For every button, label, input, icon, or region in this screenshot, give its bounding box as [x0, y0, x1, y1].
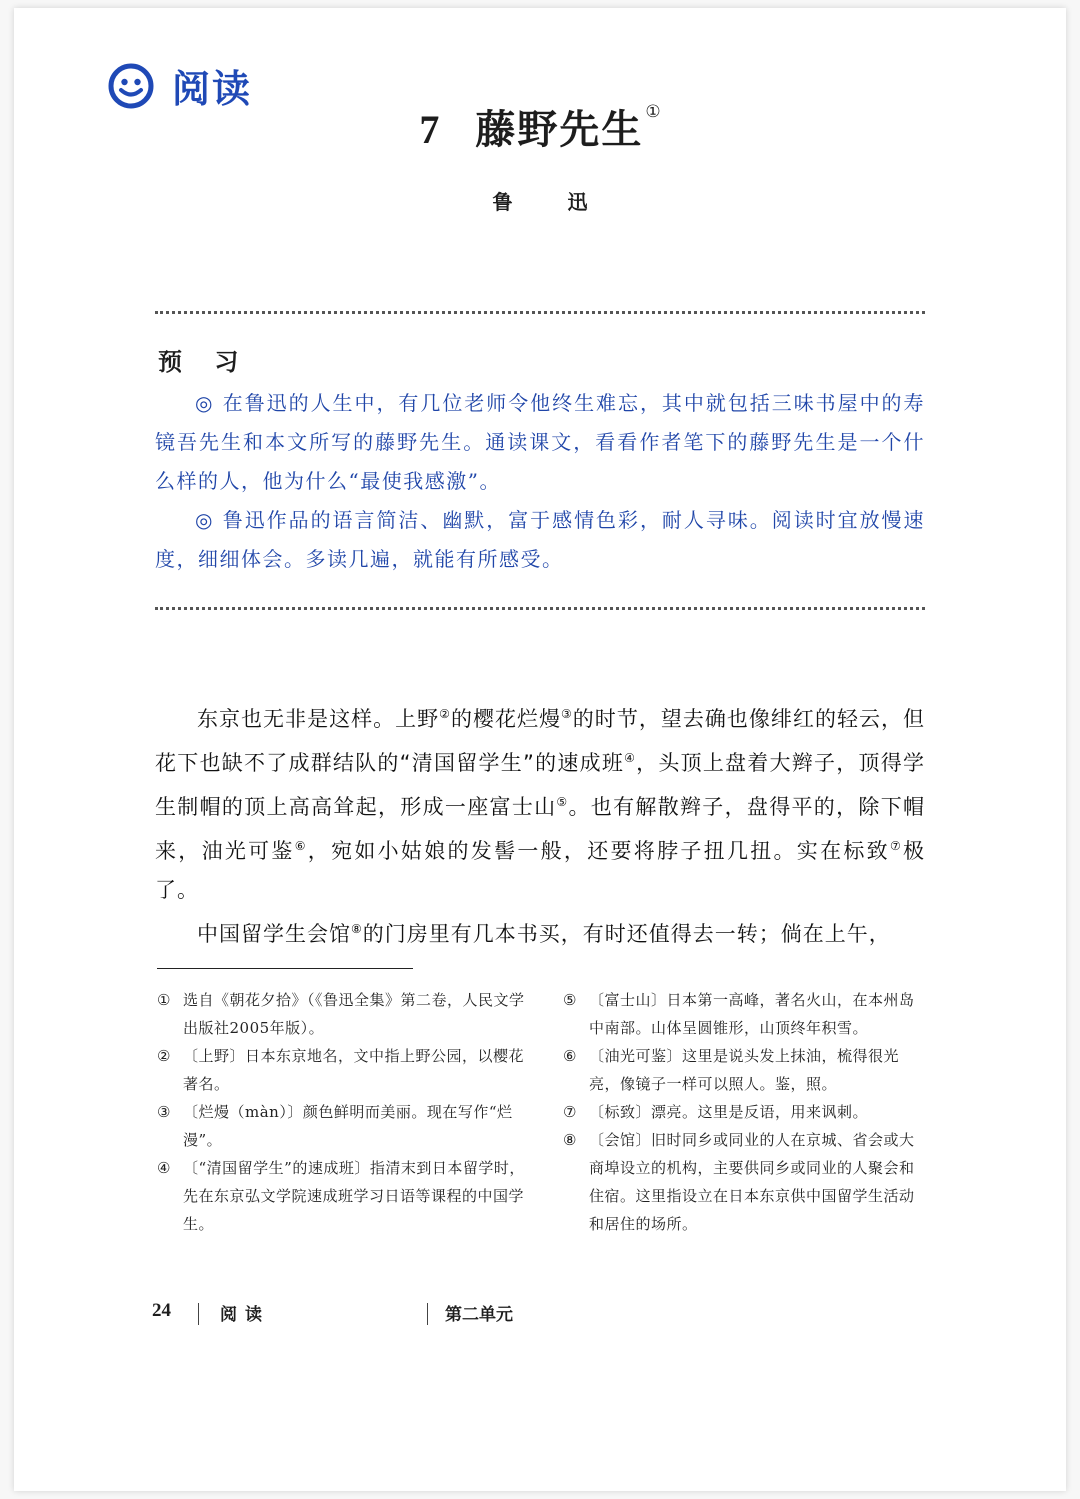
footnote-text: 〔富士山〕日本第一高峰，著名火山，在本州岛中南部。山体呈圆锥形，山顶终年积雪。: [589, 991, 915, 1037]
preview-paragraph: ◎ 鲁迅作品的语言简洁、幽默，富于感情色彩，耐人寻味。阅读时宜放慢速度，细细体会。多读几遍，就能有所感受。: [155, 508, 925, 571]
footnote-text: 〔“清国留学生”的速成班〕指清末到日本留学时，先在东京弘文学院速成班学习日语等课程的中国学生。: [183, 1159, 525, 1233]
folio-section-label: 阅读: [220, 1305, 270, 1325]
footnote: [157, 1154, 527, 1238]
footnote: [157, 986, 527, 1042]
text-run: 东京也无非是这样。上野: [197, 707, 440, 731]
body-paragraph: [155, 695, 925, 910]
folio-separator: [198, 1303, 199, 1325]
footnote: [157, 1098, 527, 1154]
footnote: [563, 986, 928, 1042]
footnote-number: ③: [157, 1103, 171, 1121]
footnote-number: ⑥: [563, 1047, 577, 1065]
folio-unit-label: 第二单元: [445, 1305, 513, 1325]
footnote-number: ⑤: [563, 991, 577, 1009]
author-name: 鲁 迅: [492, 190, 612, 214]
main-text: [155, 695, 925, 954]
page-number: 24: [152, 1300, 171, 1321]
footnote-number: ①: [157, 991, 171, 1009]
title-footnote-marker: ①: [645, 102, 661, 122]
folio-separator: [427, 1303, 428, 1325]
footnote-text: 〔油光可鉴〕这里是说头发上抹油，梳得很光亮，像镜子一样可以照人。鉴，照。: [589, 1047, 900, 1093]
footnote-ref: ⑧: [351, 922, 363, 936]
text-run: 。也有解散辫子，盘得平的，除下帽来，油光可鉴: [155, 795, 925, 863]
footnote-text: 〔会馆〕旧时同乡或同业的人在京城、省会或大商埠设立的机构，主要供同乡或同业的人聚会和住宿。这里指设立在日本东京供中国留学生活动和居住的场所。: [589, 1131, 915, 1233]
footnote: [563, 1098, 928, 1126]
text-run: ，头顶上盘着大辫子，顶得学生制帽的顶上高高耸起，形成一座富士山: [155, 751, 925, 819]
lesson-title-text: 藤野先生: [475, 107, 644, 153]
footnote-text: 〔标致〕漂亮。这里是反语，用来讽刺。: [589, 1103, 869, 1121]
text-run: 极了。: [155, 839, 925, 902]
preview-box: [155, 384, 925, 579]
footnote-text: 〔上野〕日本东京地名，文中指上野公园，以樱花著名。: [183, 1047, 525, 1093]
footnote-ref: ⑥: [294, 839, 308, 853]
text-run: 的时节，望去确也像绯红的轻云，但花下也缺不了成群结队的“清国留学生”的速成班: [155, 707, 926, 775]
footnote-number: ⑧: [563, 1131, 577, 1149]
section-label: 阅读: [172, 67, 253, 111]
footnote-rule: [157, 968, 413, 969]
preview-heading: 预 习: [158, 347, 251, 376]
footnote-ref: ⑤: [556, 795, 569, 809]
text-run: 中国留学生会馆: [197, 922, 351, 946]
footnote-text: 选自《朝花夕拾》（《鲁迅全集》第二卷，人民文学出版社2005年版）。: [183, 991, 525, 1037]
footnote-ref: ②: [439, 707, 451, 721]
footnotes-left-column: [157, 986, 527, 1238]
footnote: [563, 1126, 928, 1238]
text-run: 的门房里有几本书买，有时还值得去一转；倘在上午，: [362, 922, 891, 946]
footnote-ref: ③: [561, 707, 573, 721]
footnote-ref: ⑦: [889, 839, 903, 853]
dotted-divider-top: [155, 311, 925, 314]
body-paragraph: [155, 910, 925, 954]
footnote-number: ④: [157, 1159, 171, 1177]
lesson-number: 7: [419, 107, 440, 152]
text-run: 的樱花烂熳: [450, 707, 562, 731]
dotted-divider-bottom: [155, 607, 925, 610]
footnote-ref: ④: [624, 751, 637, 765]
footnote-text: 〔烂熳（màn）〕颜色鲜明而美丽。现在写作“烂漫”。: [183, 1103, 513, 1149]
footnote: [563, 1042, 928, 1098]
footnote: [157, 1042, 527, 1098]
text-run: ，宛如小姑娘的发髻一般，还要将脖子扭几扭。实在标致: [307, 839, 890, 863]
footnote-number: ②: [157, 1047, 171, 1065]
footnote-number: ⑦: [563, 1103, 577, 1121]
lesson-title: [0, 98, 1080, 155]
preview-paragraph: ◎ 在鲁迅的人生中，有几位老师令他终生难忘，其中就包括三味书屋中的寿镜吾先生和本文所写的藤野先生。通读课文，看看作者笔下的藤野先生是一个什么样的人，他为什么“最使我感激”。: [155, 391, 925, 493]
footnotes-right-column: [563, 986, 928, 1238]
